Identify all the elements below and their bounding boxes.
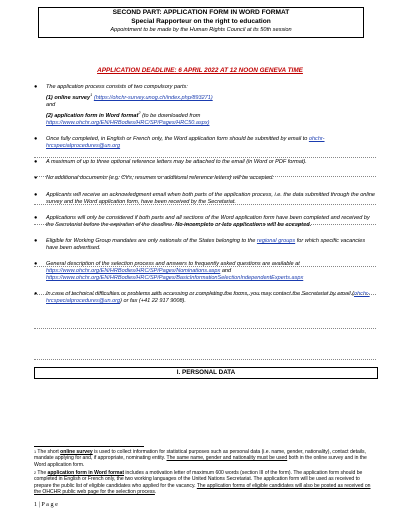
list-item: ● No additional documents (e.g. CVs, resumes or additional reference letters) will be accepted. <box>34 175 274 182</box>
list-item: ● Once fully completed, in English or French only, the Word application form should be submitted by email to ohchr-hrcspecialprocedures@un.org <box>34 136 325 150</box>
divider <box>34 176 376 177</box>
contact-email-link[interactable]: ohchr-hrcspecialprocedures@un.org <box>46 291 370 305</box>
footnote-1: $^1$ The short online survey is used to collect information for statistical purposes such as personal data (i.e. name, gender, nationality), contact details, mandate applying for and, if appropriate, nominating entity. The same name, gender and nationality must be used both in the online survey and in the Word application form. <box>34 449 367 468</box>
header-box <box>38 7 364 38</box>
footnote-separator <box>34 446 144 447</box>
mandate-title: Special Rapporteur on the right to education <box>131 17 271 25</box>
list-item: ● The application process consists of two compulsory parts: (1) online survey$^1$ (https://ohchr-survey.unog.ch/index.php/893271) and (2) application form in Word format$^2$ (to be downloaded from https://www.ohchr.org/EN/HRBodies/HRC/SP/Pages/HRC50.aspx) <box>34 84 213 127</box>
bullet-icon: ● <box>34 237 38 244</box>
list-item: ● In case of technical difficulties or problems with accessing or completing the forms, you may contact the Secretariat by email (ohchr-hrcspecialprocedures@un.org) or fax (+41 22 917 9008). <box>34 291 370 305</box>
instructions-list <box>34 84 376 306</box>
bullet-icon: ● <box>34 191 38 198</box>
bullet-icon: ● <box>34 291 38 298</box>
bullet-icon: ● <box>34 136 38 143</box>
nominations-link[interactable]: https://www.ohchr.org/EN/HRBodies/HRC/SP/Pages/Nominations.aspx <box>46 268 221 275</box>
list-item: ● Applicants will receive an acknowledgment email when both parts of the application process, i.e. the data submitted through the online survey and the Word application form, have been received by the Secretariat. <box>34 191 375 205</box>
application-deadline: APPLICATION DEADLINE: 6 APRIL 2022 AT 12 NOON GENEVA TIME <box>97 67 303 74</box>
bullet-icon: ● <box>34 84 38 90</box>
footnote-2: $^2$ The application form in Word format includes a motivation letter of maximum 600 words (section III of the form). The application form should be completed in English or French only, the two working languages of the United Nations Secretariat. The application form will be used as received to prepare the public list of eligible candidates who applied for the vacancy. The application forms of eligible candidates will also be posted as received on the OHCHR public web page for the selection process. <box>34 470 371 495</box>
hrc50-page-link[interactable]: https://www.ohchr.org/EN/HRBodies/HRC/SP/Pages/HRC50.aspx) <box>46 120 210 127</box>
section-personal-data: I. PERSONAL DATA <box>34 367 378 379</box>
bullet-icon: ● <box>34 214 38 221</box>
divider <box>34 359 376 360</box>
list-item: ● Applications will only be considered if both parts and all sections of the Word application form have been completed and received by the Secretariat before the expiration of the deadline. No incomplete or late applications will be accepted. <box>34 214 370 228</box>
appointment-subtitle: Appointment to be made by the Human Rights Council at its 50th session <box>110 27 292 33</box>
list-item: ● A maximum of up to three optional reference letters may be attached to the email (in Word or PDF format). <box>34 159 307 166</box>
divider <box>34 204 376 205</box>
bullet-icon: ● <box>34 159 38 166</box>
survey-link[interactable]: (https://ohchr-survey.unog.ch/index.php/893271) <box>93 94 213 101</box>
divider <box>34 266 376 267</box>
bullet-icon: ● <box>34 175 38 182</box>
bullet-icon: ● <box>34 261 38 268</box>
divider <box>34 157 376 158</box>
part-title: SECOND PART: APPLICATION FORM IN WORD FORMAT <box>112 9 290 16</box>
divider <box>34 224 376 225</box>
selection-info-link[interactable]: https://www.ohchr.org/EN/HRBodies/HRC/SP/Pages/BasicInformationSelectionIndependentExperts.aspx <box>46 275 304 282</box>
divider <box>34 328 376 329</box>
list-item: ● Eligible for Working Group mandates are only nationals of the States belonging to the regional groups for which specific vacancies have been advertised. <box>34 237 366 251</box>
page-number: 1 | P a g e <box>34 501 58 508</box>
email-link[interactable]: ohchr-hrcspecialprocedures@un.org <box>46 136 325 150</box>
list-item: ● General description of the selection process and answers to frequently asked questions are available at https://www.ohchr.org/EN/HRBodies/HRC/SP/Pages/Nominations.aspx and https://www.ohchr.org/EN/HRBodies/HRC/SP/Pages/BasicInformationSelectionIndependentExperts.aspx <box>34 261 304 282</box>
divider <box>34 294 376 295</box>
regional-groups-link[interactable]: regional groups <box>256 237 296 244</box>
